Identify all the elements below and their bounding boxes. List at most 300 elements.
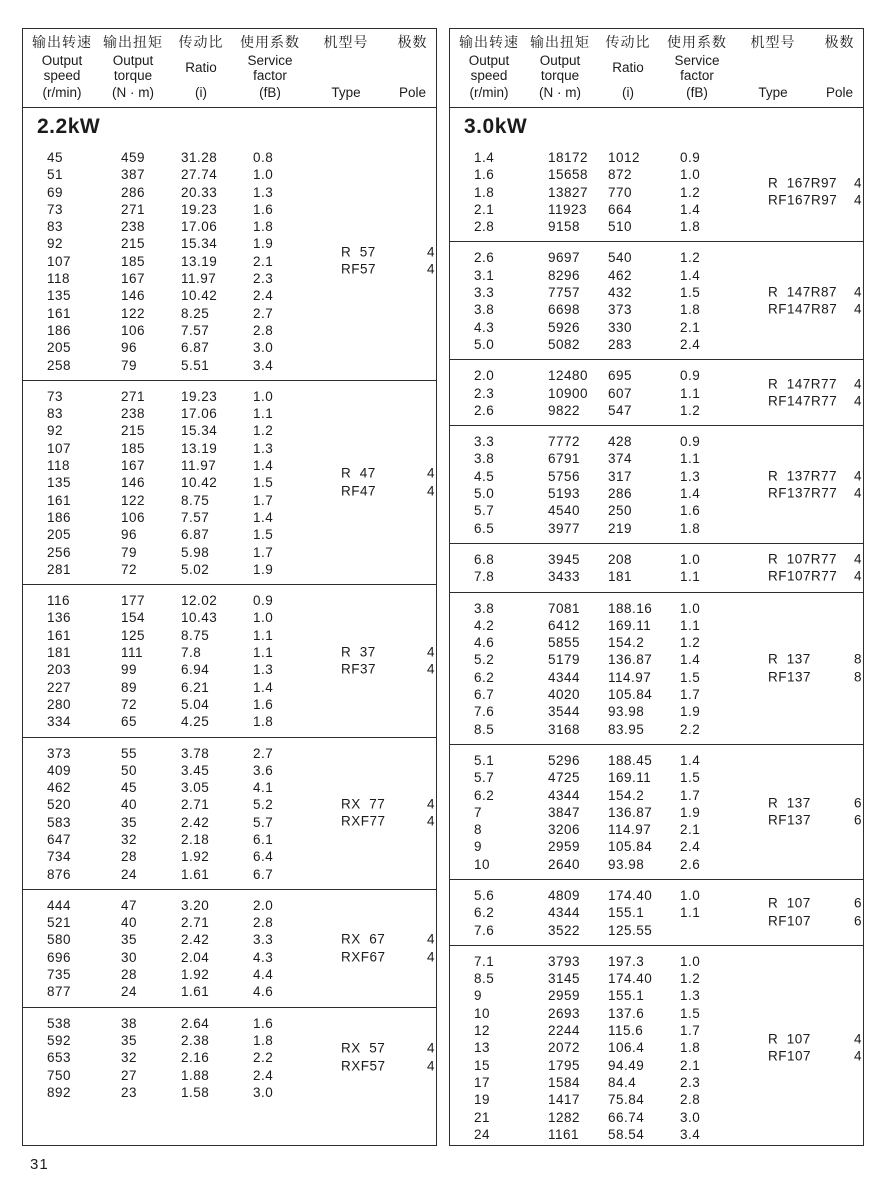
output-torque-value: 8296 [548, 267, 581, 283]
service-factor-value: 1.0 [253, 167, 274, 183]
output-torque-value: 79 [121, 544, 138, 560]
output-torque-value: 99 [121, 662, 138, 678]
output-torque-value: 5926 [548, 319, 581, 335]
type-label: R 147R77 [768, 376, 838, 392]
pole-count: 4 [854, 551, 863, 567]
ratio-value: 188.16 [608, 600, 653, 616]
table-row [23, 561, 436, 578]
table-row [450, 433, 863, 450]
header-label-en: Service factor [247, 52, 293, 83]
ratio-value: 872 [608, 167, 633, 183]
pole-count: 6 [854, 812, 863, 828]
table-row [23, 592, 436, 609]
ratio-value: 181 [608, 569, 633, 585]
output-torque-value: 185 [121, 253, 146, 269]
output-speed-value: 2.6 [474, 402, 495, 418]
type-row [750, 485, 883, 502]
table-row [23, 866, 436, 883]
type-row [323, 931, 456, 948]
table-row [23, 422, 436, 439]
output-torque-value: 32 [121, 831, 138, 847]
service-factor-value: 1.2 [680, 402, 701, 418]
header-label-en: Ratio [185, 60, 217, 76]
table-row [450, 856, 863, 873]
type-pole-group [750, 467, 883, 502]
table-row [450, 218, 863, 235]
service-factor-value: 1.3 [253, 184, 274, 200]
pole-count: 4 [854, 485, 863, 501]
service-factor-value: 2.4 [253, 288, 274, 304]
pole-count: 6 [854, 896, 863, 912]
output-torque-value: 215 [121, 236, 146, 252]
output-speed-value: 186 [47, 509, 72, 525]
output-torque-value: 146 [121, 475, 146, 491]
ratio-value: 373 [608, 302, 633, 318]
power-section-title: 2.2kW [37, 115, 101, 138]
service-factor-value: 1.8 [680, 1040, 701, 1056]
output-speed-value: 7.8 [474, 569, 495, 585]
ratio-value: 4.25 [181, 714, 210, 730]
header-unit: (fB) [686, 84, 708, 100]
ratio-value: 374 [608, 451, 633, 467]
ratio-value: 174.40 [608, 971, 653, 987]
header-label-zh: 极数 [397, 34, 428, 50]
output-torque-value: 89 [121, 679, 138, 695]
output-torque-value: 9822 [548, 402, 581, 418]
table-row [450, 600, 863, 617]
service-factor-value: 1.4 [253, 509, 274, 525]
type-row [323, 948, 456, 965]
ratio-value: 8.75 [181, 627, 210, 643]
service-factor-value: 1.5 [253, 527, 274, 543]
output-torque-value: 146 [121, 288, 146, 304]
output-speed-value: 69 [47, 184, 64, 200]
type-row [750, 812, 883, 829]
service-factor-value: 1.1 [680, 385, 701, 401]
service-factor-value: 1.8 [680, 219, 701, 235]
header-unit: Type [331, 84, 361, 100]
output-torque-value: 185 [121, 440, 146, 456]
output-torque-value: 1282 [548, 1109, 581, 1125]
output-torque-value: 111 [121, 645, 144, 661]
table-row [23, 627, 436, 644]
pole-count: 4 [427, 466, 436, 482]
model-groups [23, 142, 436, 1107]
model-group [450, 543, 863, 592]
ratio-value: 317 [608, 468, 633, 484]
type-row [323, 661, 456, 678]
service-factor-value: 3.4 [680, 1126, 701, 1142]
output-speed-value: 6.2 [474, 787, 495, 803]
header-unit: (r/min) [42, 84, 82, 100]
ratio-value: 188.45 [608, 752, 653, 768]
output-speed-value: 136 [47, 610, 72, 626]
ratio-value: 136.87 [608, 804, 653, 820]
service-factor-value: 2.4 [680, 839, 701, 855]
service-factor-value: 1.0 [253, 610, 274, 626]
output-speed-value: 12 [474, 1023, 491, 1039]
output-speed-value: 5.0 [474, 336, 495, 352]
output-speed-value: 280 [47, 696, 72, 712]
service-factor-value: 1.0 [680, 551, 701, 567]
output-speed-value: 6.8 [474, 551, 495, 567]
header-service-factor [664, 35, 730, 100]
output-torque-value: 3793 [548, 953, 581, 969]
pole-count: 4 [427, 483, 436, 499]
ratio-value: 11.97 [181, 458, 217, 474]
output-speed-value: 161 [47, 305, 72, 321]
service-factor-value: 1.3 [680, 988, 701, 1004]
table-row [450, 617, 863, 634]
output-speed-value: 10 [474, 856, 491, 872]
type-label: R 37 [341, 644, 376, 660]
output-torque-value: 15658 [548, 167, 589, 183]
service-factor-value: 6.4 [253, 849, 274, 865]
table-row [23, 609, 436, 626]
type-label: RF167R97 [768, 192, 838, 208]
output-torque-value: 45 [121, 780, 138, 796]
header-output-speed [450, 35, 528, 100]
service-factor-value: 1.3 [253, 440, 274, 456]
type-label: R 137 [768, 651, 811, 667]
model-group [450, 142, 863, 241]
pole-count: 4 [854, 1031, 863, 1047]
output-torque-value: 1795 [548, 1057, 581, 1073]
header-output-speed [23, 35, 101, 100]
output-speed-value: 892 [47, 1084, 72, 1100]
model-groups [450, 142, 863, 1149]
table-row [23, 1084, 436, 1101]
ratio-value: 58.54 [608, 1126, 645, 1142]
header-unit: (i) [622, 84, 634, 100]
output-speed-value: 592 [47, 1032, 72, 1048]
service-factor-value: 1.4 [680, 201, 701, 217]
output-speed-value: 653 [47, 1050, 72, 1066]
output-speed-value: 205 [47, 527, 72, 543]
service-factor-value: 2.3 [680, 1074, 701, 1090]
ratio-value: 250 [608, 503, 633, 519]
service-factor-value: 6.1 [253, 831, 274, 847]
pole-count: 4 [427, 814, 436, 830]
output-torque-value: 30 [121, 949, 138, 965]
table-row [23, 526, 436, 543]
ratio-value: 695 [608, 368, 633, 384]
service-factor-value: 0.8 [253, 150, 274, 165]
ratio-value: 2.42 [181, 932, 210, 948]
model-group [450, 945, 863, 1149]
header-pole [816, 35, 863, 100]
table-row [23, 184, 436, 201]
type-row [323, 1040, 456, 1057]
service-factor-value: 1.2 [680, 184, 701, 200]
table-row [23, 305, 436, 322]
table-row [23, 713, 436, 730]
type-label: RX 57 [341, 1041, 386, 1057]
header-unit: Pole [398, 84, 427, 100]
type-label: RF137 [768, 812, 812, 828]
model-group [450, 241, 863, 359]
service-factor-value: 3.0 [253, 340, 274, 356]
output-speed-value: 7.6 [474, 922, 495, 938]
service-factor-value: 3.0 [253, 1084, 274, 1100]
type-row [750, 393, 883, 410]
header-label-en: Output speed [41, 52, 83, 83]
type-row [750, 301, 883, 318]
ratio-value: 169.11 [608, 617, 652, 633]
table-row [450, 1109, 863, 1126]
output-torque-value: 7081 [548, 600, 581, 616]
header-unit: Pole [825, 84, 854, 100]
type-label: RXF77 [341, 814, 386, 830]
service-factor-value: 1.9 [680, 704, 701, 720]
pole-count: 4 [427, 931, 436, 947]
output-speed-value: 2.0 [474, 368, 495, 384]
output-speed-value: 205 [47, 340, 72, 356]
output-torque-value: 3847 [548, 804, 581, 820]
type-row [323, 644, 456, 661]
model-group [23, 584, 436, 736]
type-label: R 137R77 [768, 468, 838, 484]
ratio-value: 3.45 [181, 762, 210, 778]
header-label-zh: 输出转速 [459, 34, 519, 50]
output-torque-value: 27 [121, 1067, 138, 1083]
output-torque-value: 6791 [548, 451, 581, 467]
output-torque-value: 5756 [548, 468, 581, 484]
output-speed-value: 2.8 [474, 219, 495, 235]
type-label: R 47 [341, 466, 376, 482]
output-torque-value: 3433 [548, 569, 581, 585]
output-torque-value: 2959 [548, 839, 581, 855]
service-factor-value: 2.8 [680, 1092, 701, 1108]
service-factor-value: 1.1 [253, 645, 274, 661]
output-torque-value: 24 [121, 984, 138, 1000]
table-row [23, 322, 436, 339]
header-label-zh: 机型号 [750, 34, 796, 50]
table-row [450, 1005, 863, 1022]
service-factor-value: 2.1 [680, 319, 701, 335]
ratio-value: 7.57 [181, 509, 210, 525]
table-row [450, 267, 863, 284]
output-speed-value: 161 [47, 627, 72, 643]
output-speed-value: 647 [47, 831, 72, 847]
pole-count: 8 [854, 669, 863, 685]
pole-count: 4 [854, 468, 863, 484]
table-row [23, 388, 436, 405]
output-speed-value: 876 [47, 866, 72, 882]
output-speed-value: 118 [47, 271, 71, 287]
ratio-value: 540 [608, 250, 633, 266]
output-torque-value: 5855 [548, 635, 581, 651]
ratio-value: 7.8 [181, 645, 202, 661]
header-label-zh: 输出转速 [32, 34, 92, 50]
ratio-value: 6.87 [181, 340, 210, 356]
output-speed-value: 6.7 [474, 687, 495, 703]
output-speed-value: 6.2 [474, 669, 495, 685]
table-row [450, 1074, 863, 1091]
output-torque-value: 459 [121, 150, 146, 165]
ratio-value: 83.95 [608, 721, 645, 737]
table-row [450, 838, 863, 855]
type-row [750, 284, 883, 301]
table-row [450, 752, 863, 769]
output-speed-value: 7 [474, 804, 483, 820]
service-factor-value: 1.8 [680, 520, 701, 536]
service-factor-value: 1.8 [253, 219, 274, 235]
type-label: RF147R77 [768, 393, 838, 409]
output-speed-value: 5.1 [474, 752, 495, 768]
output-speed-value: 520 [47, 797, 72, 813]
type-row [750, 668, 883, 685]
output-torque-value: 4540 [548, 503, 581, 519]
ratio-value: 547 [608, 402, 633, 418]
table-row [23, 339, 436, 356]
output-speed-value: 696 [47, 949, 72, 965]
type-label: R 107R77 [768, 551, 838, 567]
service-factor-value: 1.1 [680, 569, 701, 585]
pole-count: 4 [854, 284, 863, 300]
output-speed-value: 2.1 [474, 201, 495, 217]
table-header [23, 29, 436, 108]
output-torque-value: 10900 [548, 385, 589, 401]
type-row [750, 174, 883, 191]
ratio-value: 2.38 [181, 1032, 210, 1048]
type-row [323, 796, 456, 813]
header-label-zh: 机型号 [323, 34, 369, 50]
service-factor-value: 1.8 [253, 714, 274, 730]
service-factor-value: 1.3 [253, 662, 274, 678]
output-torque-value: 177 [121, 593, 146, 609]
output-torque-value: 3945 [548, 551, 581, 567]
table-row [23, 357, 436, 374]
table-row [23, 983, 436, 1000]
output-torque-value: 271 [121, 388, 146, 404]
ratio-value: 197.3 [608, 953, 645, 969]
ratio-value: 770 [608, 184, 633, 200]
header-label-en: Output torque [539, 52, 581, 83]
header-label-zh: 传动比 [605, 34, 651, 50]
ratio-value: 105.84 [608, 687, 653, 703]
table-row [450, 1126, 863, 1143]
output-torque-value: 122 [121, 305, 146, 321]
service-factor-value: 1.7 [253, 492, 274, 508]
pole-count: 4 [854, 393, 863, 409]
service-factor-value: 1.5 [253, 475, 274, 491]
service-factor-value: 0.9 [253, 593, 274, 609]
ratio-value: 125.55 [608, 922, 653, 938]
type-row [750, 192, 883, 209]
pole-count: 4 [427, 1041, 436, 1057]
output-torque-value: 2693 [548, 1005, 581, 1021]
type-label: R 147R87 [768, 284, 838, 300]
type-row [750, 568, 883, 585]
ratio-value: 169.11 [608, 770, 652, 786]
spec-tables-container [22, 28, 864, 1146]
service-factor-value: 1.0 [680, 953, 701, 969]
ratio-value: 19.23 [181, 388, 218, 404]
ratio-value: 208 [608, 551, 633, 567]
table-row [450, 1091, 863, 1108]
header-label-en: Ratio [612, 60, 644, 76]
ratio-value: 66.74 [608, 1109, 645, 1125]
model-group [450, 425, 863, 543]
output-torque-value: 11923 [548, 201, 588, 217]
service-factor-value: 1.8 [680, 302, 701, 318]
table-row [23, 201, 436, 218]
output-speed-value: 21 [474, 1109, 491, 1125]
output-torque-value: 65 [121, 714, 138, 730]
output-speed-value: 1.6 [474, 167, 495, 183]
service-factor-value: 1.4 [253, 679, 274, 695]
ratio-value: 2.04 [181, 949, 210, 965]
type-label: R 137 [768, 795, 811, 811]
service-factor-value: 1.9 [253, 561, 274, 577]
model-group [23, 380, 436, 584]
service-factor-value: 1.6 [253, 696, 274, 712]
service-factor-value: 1.0 [680, 167, 701, 183]
output-torque-value: 3145 [548, 971, 581, 987]
table-row [23, 914, 436, 931]
spec-table-3-0kw [449, 28, 864, 1146]
output-speed-value: 7.6 [474, 704, 495, 720]
output-speed-value: 256 [47, 544, 72, 560]
output-torque-value: 106 [121, 509, 146, 525]
table-row [23, 831, 436, 848]
type-pole-group [323, 465, 456, 500]
type-row [750, 467, 883, 484]
table-row [23, 1015, 436, 1032]
output-speed-value: 73 [47, 388, 64, 404]
type-label: RXF57 [341, 1058, 386, 1074]
type-label: R 107 [768, 1031, 811, 1047]
table-row [450, 970, 863, 987]
service-factor-value: 0.9 [680, 368, 701, 384]
header-label-zh: 传动比 [178, 34, 224, 50]
output-speed-value: 15 [474, 1057, 491, 1073]
output-torque-value: 7772 [548, 434, 581, 450]
type-pole-group [750, 651, 883, 686]
ratio-value: 510 [608, 219, 633, 235]
table-row [23, 897, 436, 914]
output-speed-value: 203 [47, 662, 72, 678]
output-torque-value: 9158 [548, 219, 581, 235]
header-type [303, 35, 389, 100]
header-output-torque [528, 35, 592, 100]
table-row [23, 218, 436, 235]
service-factor-value: 1.7 [253, 544, 274, 560]
output-speed-value: 5.7 [474, 503, 495, 519]
ratio-value: 94.49 [608, 1057, 645, 1073]
type-row [750, 912, 883, 929]
header-label-en: Service factor [674, 52, 720, 83]
service-factor-value: 1.7 [680, 1023, 701, 1039]
ratio-value: 2.71 [181, 797, 210, 813]
ratio-value: 155.1 [608, 905, 645, 921]
service-factor-value: 2.4 [680, 336, 701, 352]
service-factor-value: 1.6 [680, 503, 701, 519]
type-row [750, 651, 883, 668]
page-number: 31 [30, 1156, 49, 1173]
header-output-torque [101, 35, 165, 100]
pole-count: 4 [854, 192, 863, 208]
header-unit: (fB) [259, 84, 281, 100]
output-speed-value: 227 [47, 679, 72, 695]
output-speed-value: 17 [474, 1074, 491, 1090]
output-speed-value: 7.1 [474, 953, 495, 969]
model-group [450, 879, 863, 945]
table-row [450, 634, 863, 651]
output-speed-value: 444 [47, 897, 72, 913]
ratio-value: 2.16 [181, 1050, 210, 1066]
